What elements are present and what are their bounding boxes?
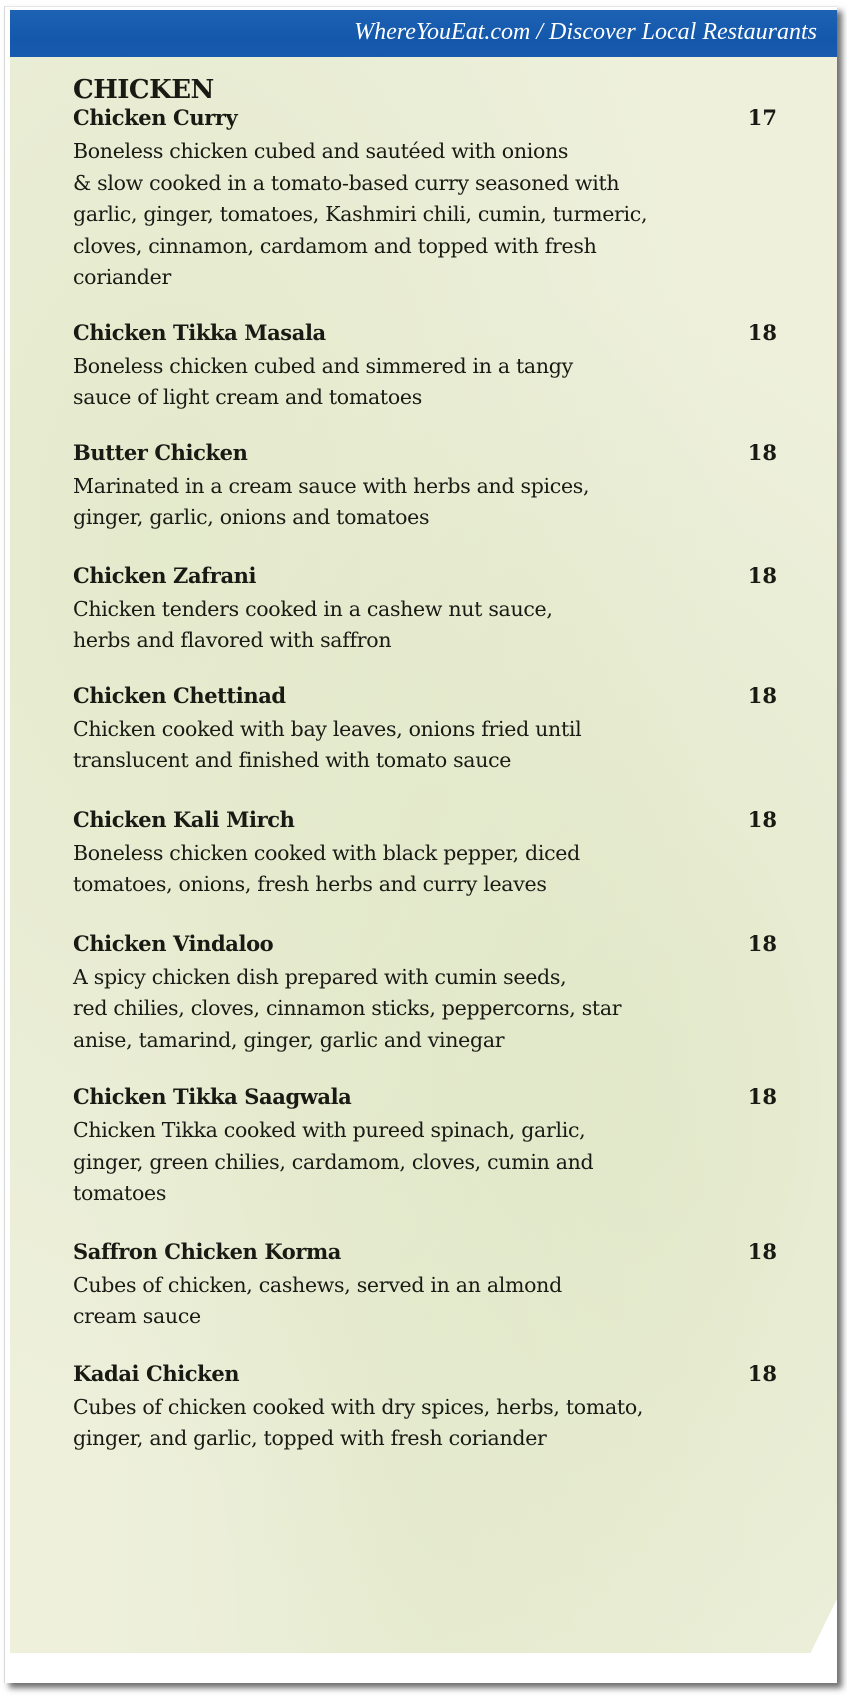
- site-header-band: [10, 10, 837, 57]
- description-line: tomatoes: [73, 1181, 167, 1205]
- description-line: Chicken tenders cooked in a cashew nut sauce,: [73, 596, 553, 621]
- site-header-title: WhereYouEat.com / Discover Local Restaurants: [354, 19, 817, 45]
- item-name: Chicken Chettinad: [73, 682, 286, 708]
- menu-item: [73, 807, 778, 901]
- menu-item: [73, 1361, 778, 1455]
- description-line: Cubes of chicken cooked with dry spices, herbs, tomato,: [73, 1394, 644, 1419]
- item-description: [73, 1115, 773, 1210]
- item-name: Butter Chicken: [73, 439, 248, 465]
- menu-item: [73, 1084, 778, 1210]
- description-line: Chicken cooked with bay leaves, onions fried until: [73, 716, 582, 741]
- item-description: [73, 594, 773, 657]
- item-price: 18: [747, 562, 777, 588]
- item-name: Chicken Tikka Masala: [73, 319, 326, 345]
- description-line: A spicy chicken dish prepared with cumin seeds,: [73, 964, 567, 989]
- menu-item: [73, 683, 778, 777]
- description-line: Cubes of chicken, cashews, served in an almond: [73, 1272, 562, 1297]
- item-price: 18: [747, 1238, 777, 1264]
- description-line: ginger, garlic, onions and tomatoes: [73, 505, 430, 529]
- item-price: 18: [747, 682, 777, 708]
- item-name: Chicken Vindaloo: [73, 930, 274, 956]
- item-description: [73, 1270, 773, 1333]
- description-line: ginger, green chilies, cardamom, cloves, cumin and: [73, 1149, 594, 1174]
- item-price: 18: [747, 806, 777, 832]
- description-line: cloves, cinnamon, cardamom and topped with fresh: [73, 233, 597, 258]
- item-description: [73, 838, 773, 901]
- menu-item: [73, 563, 778, 657]
- section-title: CHICKEN: [73, 75, 214, 105]
- item-description: [73, 351, 773, 414]
- description-line: sauce of light cream and tomatoes: [73, 385, 422, 409]
- item-description: [73, 136, 773, 294]
- item-name: Chicken Kali Mirch: [73, 806, 295, 832]
- description-line: Chicken Tikka cooked with pureed spinach, garlic,: [73, 1118, 586, 1142]
- item-price: 17: [747, 105, 777, 130]
- menu-item: [73, 440, 778, 534]
- description-line: tomatoes, onions, fresh herbs and curry leaves: [73, 872, 547, 896]
- menu-item: [73, 931, 778, 1057]
- menu-item: [73, 320, 778, 414]
- item-price: 18: [747, 1360, 777, 1386]
- item-name: Chicken Zafrani: [73, 562, 257, 588]
- menu-content: [73, 73, 778, 1455]
- item-description: [73, 962, 773, 1057]
- description-line: Boneless chicken cooked with black pepper, diced: [73, 840, 580, 865]
- description-line: anise, tamarind, ginger, garlic and vinegar: [73, 1027, 505, 1052]
- item-description: [73, 1392, 773, 1455]
- item-description: [73, 714, 773, 777]
- description-line: ginger, and garlic, topped with fresh coriander: [73, 1426, 547, 1450]
- description-line: Marinated in a cream sauce with herbs and spices,: [73, 473, 590, 498]
- item-description: [73, 471, 773, 534]
- description-line: coriander: [73, 265, 171, 289]
- item-price: 18: [747, 319, 777, 345]
- item-name: Saffron Chicken Korma: [73, 1238, 342, 1264]
- item-name: Chicken Curry: [73, 105, 238, 130]
- item-price: 18: [747, 439, 777, 465]
- description-line: Boneless chicken cubed and simmered in a tangy: [73, 353, 573, 378]
- description-line: & slow cooked in a tomato-based curry seasoned with: [73, 170, 620, 195]
- item-price: 18: [747, 930, 777, 956]
- item-name: Chicken Tikka Saagwala: [73, 1084, 352, 1109]
- description-line: Boneless chicken cubed and sautéed with onions: [73, 139, 569, 163]
- menu-item: [73, 105, 778, 294]
- description-line: red chilies, cloves, cinnamon sticks, peppercorns, star: [73, 996, 622, 1020]
- description-line: herbs and flavored with saffron: [73, 628, 392, 652]
- description-line: translucent and finished with tomato sauce: [73, 748, 512, 772]
- item-price: 18: [747, 1084, 777, 1109]
- description-line: garlic, ginger, tomatoes, Kashmiri chili, cumin, turmeric,: [73, 202, 648, 226]
- item-name: Kadai Chicken: [73, 1360, 240, 1386]
- menu-item: [73, 1239, 778, 1333]
- description-line: cream sauce: [73, 1304, 201, 1328]
